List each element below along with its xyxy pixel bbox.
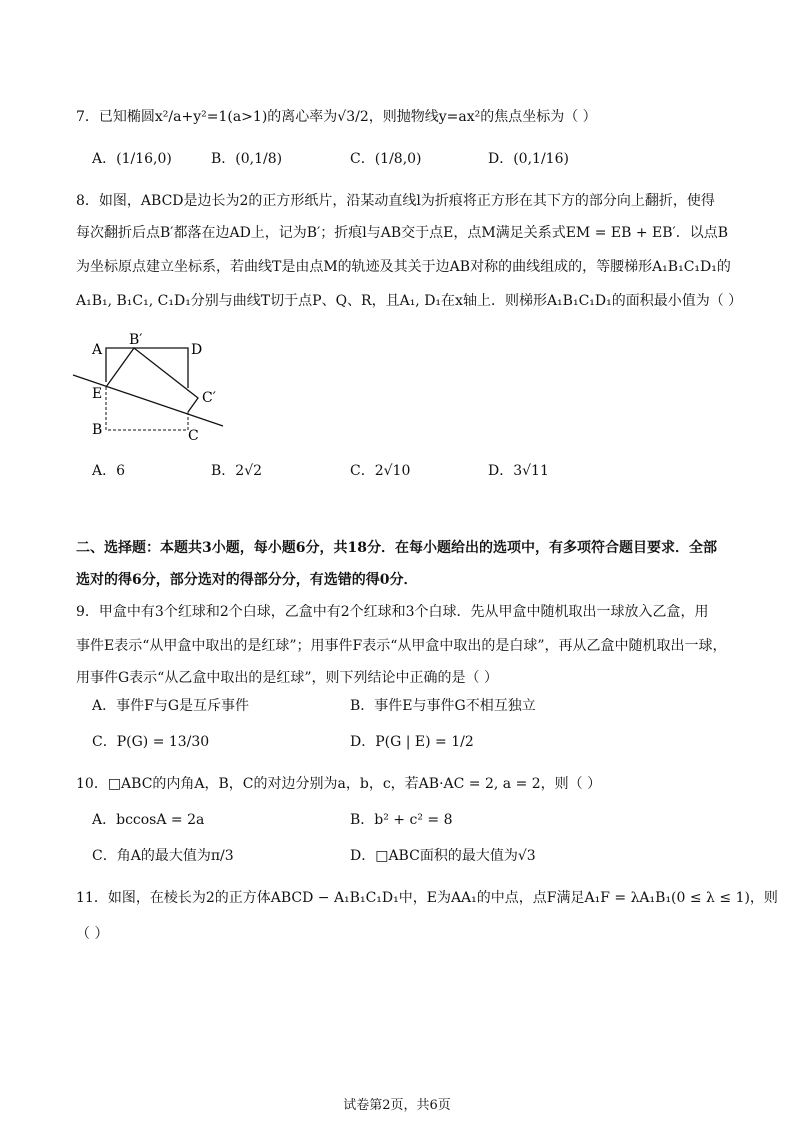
- section2-heading-line-1: 二、选择题：本题共3小题，每小题6分，共18分．在每小题给出的选项中，有多项符合题目要求．全部: [76, 540, 717, 556]
- q10-option-a: A．bccosA = 2a: [92, 812, 205, 828]
- q10-option-b: B．b² + c² = 8: [350, 812, 453, 828]
- q8-line-1: 8．如图，ABCD是边长为2的正方形纸片，沿某动直线l为折痕将正方形在其下方的部分向上翻折，使得: [76, 193, 715, 209]
- q10-stem: 10．□ABC的内角A，B，C的对边分别为a，b，c，若AB·AC = 2, a = 2，则（ ）: [76, 776, 602, 792]
- q11-line-2: （ ）: [76, 926, 109, 942]
- q9-option-c: C．P(G) = 13/30: [92, 734, 210, 750]
- label-Cp: C′: [202, 390, 216, 406]
- q9-option-b: B．事件E与事件G不相互独立: [350, 698, 536, 714]
- page-footer: 试卷第2页，共6页: [343, 1098, 451, 1113]
- label-D: D: [191, 342, 203, 358]
- q10-option-d: D．□ABC面积的最大值为√3: [350, 848, 536, 864]
- q8-line-2: 每次翻折后点B′都落在边AD上，记为B′；折痕l与AB交于点E，点M满足关系式EM = EB + EB′．以点B: [76, 225, 728, 241]
- q9-line-3: 用事件G表示“从乙盒中取出的是红球”，则下列结论中正确的是（ ）: [76, 670, 498, 686]
- section2-heading-line-2: 选对的得6分，部分选对的得部分分，有选错的得0分．: [76, 572, 418, 588]
- q10-option-c: C．角A的最大值为π/3: [92, 848, 234, 864]
- q8-option-a: A．6: [92, 463, 126, 479]
- q8-figure: [70, 330, 230, 445]
- q11-line-1: 11．如图，在棱长为2的正方体ABCD − A₁B₁C₁D₁中，E为AA₁的中点，点F满足A₁F = λA₁B₁(0 ≤ λ ≤ 1)，则: [76, 890, 778, 906]
- q9-line-1: 9．甲盒中有3个红球和2个白球，乙盒中有2个红球和3个白球．先从甲盒中随机取出一球放入乙盒，用: [76, 604, 709, 620]
- label-B: B: [92, 422, 103, 438]
- q8-line-3: 为坐标原点建立坐标系，若曲线T是由点M的轨迹及其关于边AB对称的曲线组成的，等腰梯形A₁B₁C₁D₁的: [76, 259, 731, 275]
- q9-option-d: D．P(G | E) = 1/2: [350, 734, 474, 750]
- q9-option-a: A．事件F与G是互斥事件: [92, 698, 250, 714]
- label-C: C: [188, 428, 199, 444]
- q7-stem: 7．已知椭圆x²/a+y²=1(a>1)的离心率为√3/2，则抛物线y=ax²的焦点坐标为（ ）: [76, 109, 597, 125]
- q7-option-b: B．(0,1/8): [211, 151, 283, 167]
- q8-line-4: A₁B₁, B₁C₁, C₁D₁分别与曲线T切于点P、Q、R，且A₁, D₁在x轴上．则梯形A₁B₁C₁D₁的面积最小值为（ ）: [76, 293, 743, 309]
- q8-option-b: B．2√2: [211, 463, 263, 479]
- q8-option-c: C．2√10: [350, 463, 411, 479]
- q8-option-d: D．3√11: [488, 463, 549, 479]
- q9-line-2: 事件E表示“从甲盒中取出的是红球”；用事件F表示“从甲盒中取出的是白球”，再从乙盒中随机取出一球，: [76, 638, 727, 654]
- q7-option-a: A．(1/16,0): [92, 151, 172, 167]
- q7-option-c: C．(1/8,0): [350, 151, 422, 167]
- label-A: A: [92, 342, 103, 358]
- label-E: E: [92, 386, 103, 402]
- label-Bp: B′: [129, 332, 143, 348]
- q7-option-d: D．(0,1/16): [488, 151, 569, 167]
- original-lower-part: [106, 387, 188, 430]
- square-top-left: [106, 348, 188, 388]
